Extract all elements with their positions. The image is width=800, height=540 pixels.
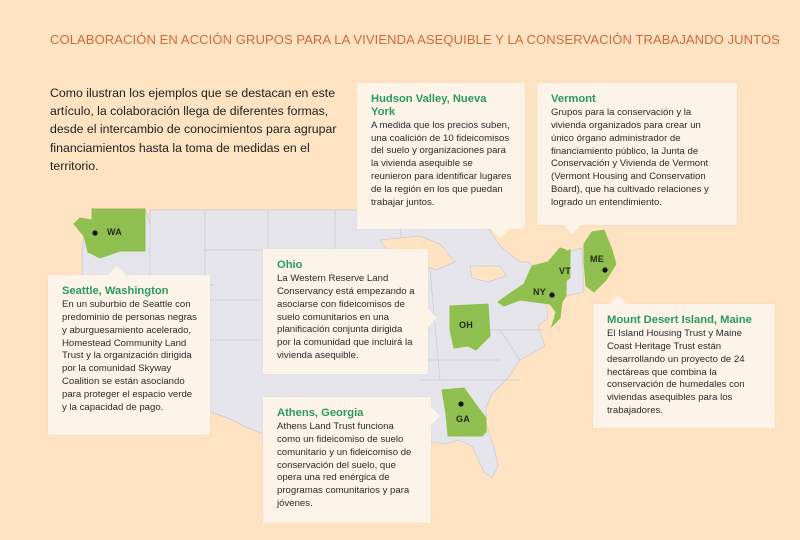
state-label-vt: VT <box>559 266 572 276</box>
state-label-ga: GA <box>456 414 471 424</box>
marker-wa <box>92 230 97 235</box>
callout-body: La Western Reserve Land Conservancy está empezando a asociarse con fideicomisos de suelo comunitarios en una planificación conjunta dirigida por la comunidad que incluirá la vivienda asequible. <box>277 272 415 362</box>
callout-athens <box>263 397 431 523</box>
callout-body: A medida que los precios suben, una coalición de 10 fideicomisos del suelo y organizaciones para la vivienda asequible se reunieron para identificar lugares de la región en los que puedan trabajar juntos. <box>371 119 512 209</box>
callout-title: Seattle, Washington <box>62 285 169 297</box>
callout-body: El Island Housing Trust y Maine Coast Heritage Trust están desarrollando un proyecto de 24 hectáreas que combina la conservación de humedales con viviendas asequibles para los trabajadores. <box>607 327 745 417</box>
callout-seattle <box>48 275 210 435</box>
state-label-me: ME <box>590 254 605 264</box>
state-label-ny: NY <box>533 287 547 297</box>
marker-me <box>602 267 607 272</box>
callout-title: Vermont <box>551 93 596 105</box>
callout-mount-desert-island <box>593 304 775 428</box>
state-label-wa: WA <box>107 227 123 237</box>
callout-ohio <box>263 249 428 374</box>
callout-title: Hudson Valley, Nueva York <box>371 93 487 118</box>
callout-vermont <box>537 83 737 225</box>
marker-ny <box>549 292 554 297</box>
callout-title: Mount Desert Island, Maine <box>607 314 752 326</box>
intro-paragraph: Como ilustran los ejemplos que se destacan en este artículo, la colaboración llega de diferentes formas, desde el intercambio de conocimientos para agrupar financiamientos hasta la toma de medidas en el territorio. <box>50 86 337 173</box>
callout-title: Athens, Georgia <box>277 407 364 419</box>
callout-body: En un suburbio de Seattle con predominio de personas negras y aburguesamiento acelerado, Homestead Community Land Trust y la organización dirigida por la comunidad Skyway Coalition se están asociando para proteger el espacio verde y la capacidad de pago. <box>62 298 197 414</box>
callout-body: Grupos para la conservación y la vivienda organizados para crear un único órgano administrador de financiamiento público, la Junta de Conservación y Vivienda de Vermont (Vermont Housing and Conservation Board), que ha cultivado relaciones y logrado un entendimiento. <box>551 106 709 209</box>
callout-hudson-valley <box>357 83 525 229</box>
callout-title: Ohio <box>277 259 303 271</box>
page-title: COLABORACIÓN EN ACCIÓN GRUPOS PARA LA VIVIENDA ASEQUIBLE Y LA CONSERVACIÓN TRABAJANDO JUNTOS <box>50 32 780 47</box>
state-label-oh: OH <box>459 320 474 330</box>
marker-ga <box>458 401 463 406</box>
callout-body: Athens Land Trust funciona como un fideicomiso de suelo comunitario y un fideicomiso de conservación del suelo, que opera una red enérgica de programas comunitarios y para jóvenes. <box>277 420 412 510</box>
